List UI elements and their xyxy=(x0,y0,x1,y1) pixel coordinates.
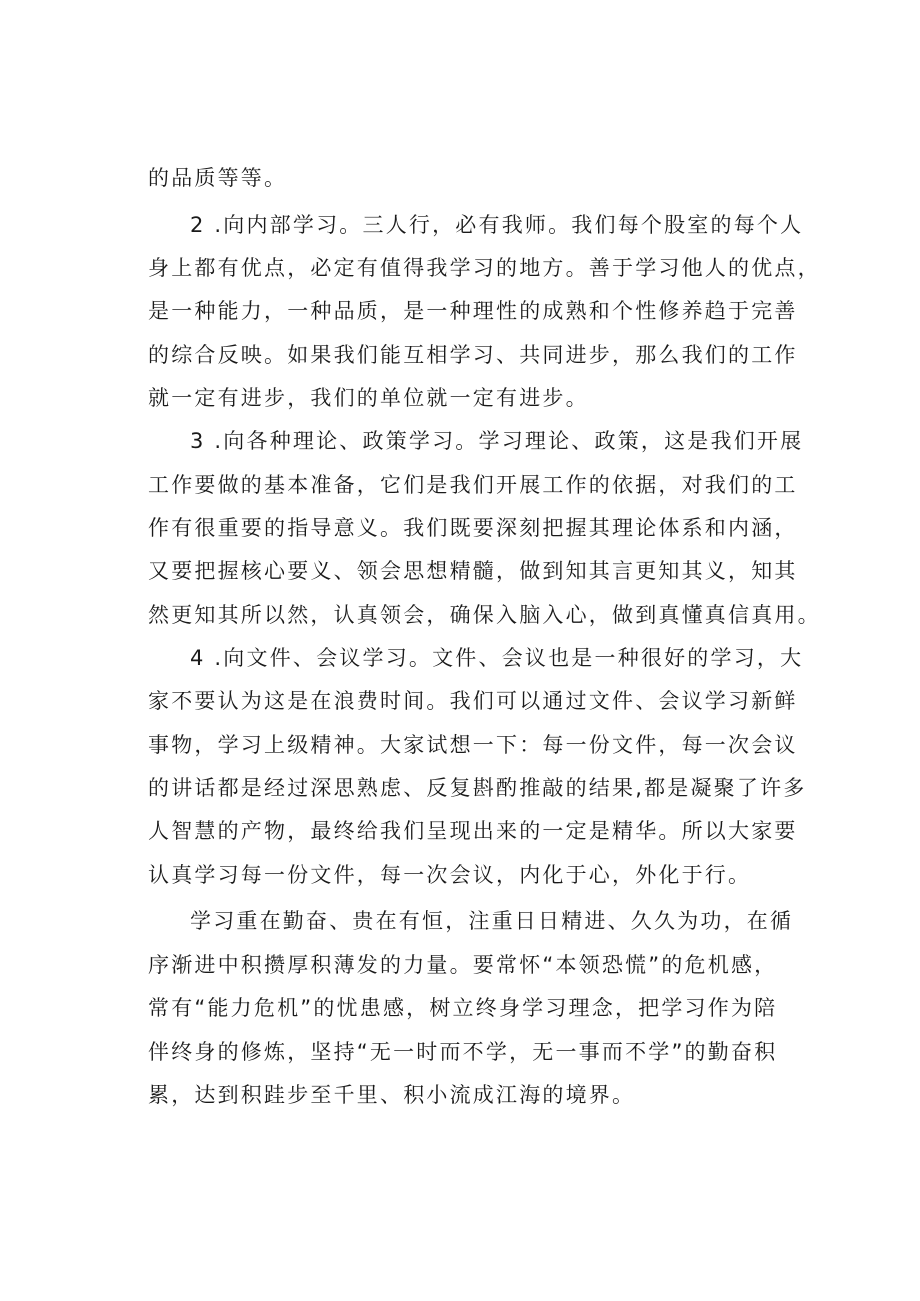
text-line: 身上都有优点，必定有值得我学习的地方。善于学习他人的优点， xyxy=(148,256,821,280)
text-line: 的讲话都是经过深思熟虑、反复斟酌推敲的结果,都是凝聚了许多 xyxy=(148,776,807,800)
paragraph-2-heading-line: 2 .向内部学习。三人行，必有我师。我们每个股室的每个人 xyxy=(190,213,804,237)
text-line: 作有很重要的指导意义。我们既要深刻把握其理论体系和内涵， xyxy=(148,516,798,540)
text-line: 的品质等等。 xyxy=(148,166,288,190)
text-line: 就一定有进步，我们的单位就一定有进步。 xyxy=(148,386,589,410)
paragraph-4-heading-line: 4 .向文件、会议学习。文件、会议也是一种很好的学习，大 xyxy=(190,646,804,670)
text-line: 又要把握核心要义、领会思想精髓，做到知其言更知其义，知其 xyxy=(148,559,798,583)
text-line: 序渐进中积攒厚积薄发的力量。要常怀“本领恐慌”的危机感， xyxy=(148,953,778,977)
text-line: 然更知其所以然，认真领会，确保入脑入心，做到真懂真信真用。 xyxy=(148,603,821,627)
closing-paragraph-first-line: 学习重在勤奋、贵在有恒，注重日日精进、久久为功，在循 xyxy=(190,909,794,933)
text-line: 家不要认为这是在浪费时间。我们可以通过文件、会议学习新鲜 xyxy=(148,689,798,713)
text-line: 事物，学习上级精神。大家试想一下：每一份文件，每一次会议 xyxy=(148,733,798,757)
text-line: 人智慧的产物，最终给我们呈现出来的一定是精华。所以大家要 xyxy=(148,819,798,843)
paragraph-3-heading-line: 3 .向各种理论、政策学习。学习理论、政策，这是我们开展 xyxy=(190,429,804,453)
text-line: 伴终身的修炼，坚持“无一时而不学，无一事而不学”的勤奋积 xyxy=(148,1040,778,1064)
text-line: 的综合反映。如果我们能互相学习、共同进步，那么我们的工作 xyxy=(148,343,798,367)
text-line: 是一种能力，一种品质，是一种理性的成熟和个性修养趋于完善 xyxy=(148,299,798,323)
text-line: 累，达到积跬步至千里、积小流成江海的境界。 xyxy=(148,1083,636,1107)
text-line: 认真学习每一份文件，每一次会议，内化于心，外化于行。 xyxy=(148,863,752,887)
text-line: 工作要做的基本准备，它们是我们开展工作的依据，对我们的工 xyxy=(148,473,798,497)
text-line: 常有“能力危机”的忧患感，树立终身学习理念，把学习作为陪 xyxy=(148,996,778,1020)
